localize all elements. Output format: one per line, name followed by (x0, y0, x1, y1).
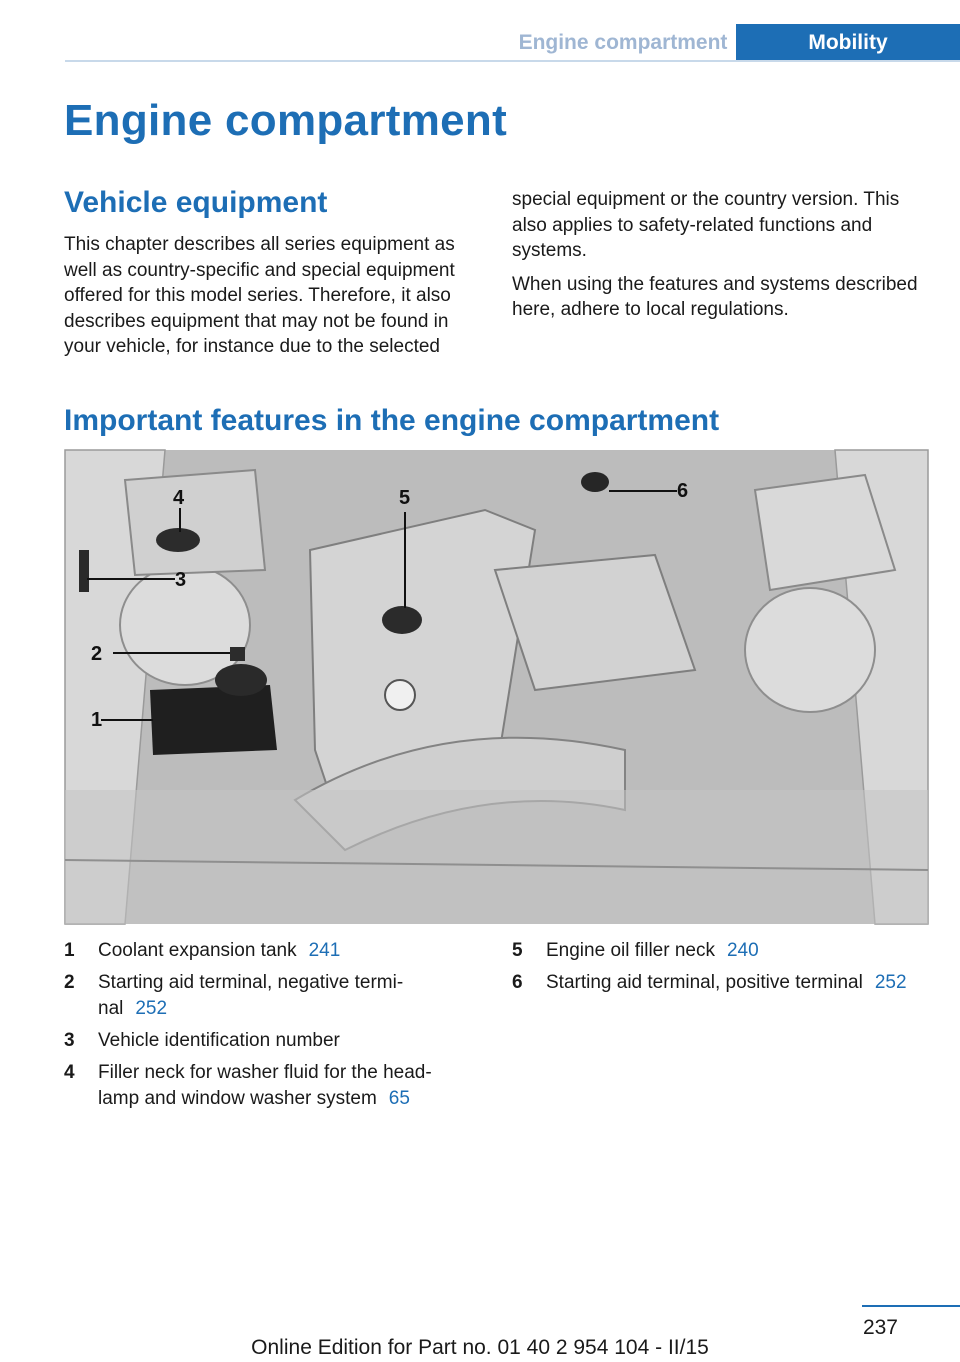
callout-6: 6 (677, 480, 689, 502)
footer-divider (862, 1305, 960, 1307)
legend-number: 2 (64, 972, 75, 993)
vehicle-equipment-col2 (512, 187, 932, 331)
legend-item (64, 1060, 464, 1112)
page-reference-link[interactable]: 241 (308, 940, 341, 961)
callout-3: 3 (175, 569, 187, 591)
page-reference-link[interactable]: 240 (726, 940, 759, 961)
legend-item (64, 970, 464, 1022)
page-reference-link[interactable]: 252 (135, 998, 168, 1019)
legend-item (512, 970, 912, 996)
legend-number: 5 (512, 940, 523, 961)
vehicle-equipment-paragraph-2: When using the features and systems described here, adhere to local regulations. (512, 273, 918, 320)
engine-compartment-figure (65, 450, 943, 924)
page-reference-link[interactable]: 65 (388, 1088, 410, 1109)
legend-column-right (512, 938, 912, 1002)
legend-number: 1 (64, 940, 75, 961)
legend-item (64, 1028, 464, 1054)
vehicle-equipment-paragraph-1a: This chapter describes all series equipment as well as country-specific and special equipment offered for this model series. Therefore, it also describes equipment that may not be found in your vehicle, for instance due to the selected (64, 234, 455, 357)
legend-number: 4 (64, 1062, 75, 1083)
vehicle-equipment-col1 (64, 232, 484, 368)
callout-4: 4 (173, 487, 185, 509)
legend-label: Engine oil filler neck (546, 940, 715, 961)
engine-compartment-illustration (65, 450, 943, 924)
legend-item (64, 938, 464, 964)
header-section-title: Engine compartment (518, 31, 728, 54)
figure-code: MV10057CMA (932, 850, 943, 916)
legend-label: Coolant expansion tank (98, 940, 297, 961)
legend-number: 6 (512, 972, 523, 993)
legend-label: Vehicle identification number (98, 1030, 340, 1051)
legend-column-left (64, 938, 464, 1118)
legend-item (512, 938, 912, 964)
header-divider (65, 60, 960, 62)
legend-number: 3 (64, 1030, 75, 1051)
vehicle-equipment-heading: Vehicle equipment (64, 186, 328, 219)
vehicle-equipment-paragraph-1b: special equipment or the country version. This also applies to safety-related functions and systems. (512, 189, 900, 261)
callout-2: 2 (91, 643, 103, 665)
legend-label: Filler neck for washer fluid for the headlamp and window washer system (98, 1062, 432, 1109)
page-reference-link[interactable]: 252 (874, 972, 907, 993)
edition-footer: Online Edition for Part no. 01 40 2 954 104 - II/15 (251, 1336, 709, 1359)
callout-1: 1 (91, 709, 103, 731)
header-chapter-tab[interactable]: Mobility (736, 24, 960, 62)
page-title: Engine compartment (64, 96, 508, 145)
legend-label: Starting aid terminal, positive terminal (546, 972, 863, 993)
page-number: 237 (862, 1316, 898, 1339)
important-features-heading: Important features in the engine compartment (64, 404, 720, 437)
callout-5: 5 (399, 487, 411, 509)
legend-label: Starting aid terminal, negative terminal (98, 972, 404, 1019)
